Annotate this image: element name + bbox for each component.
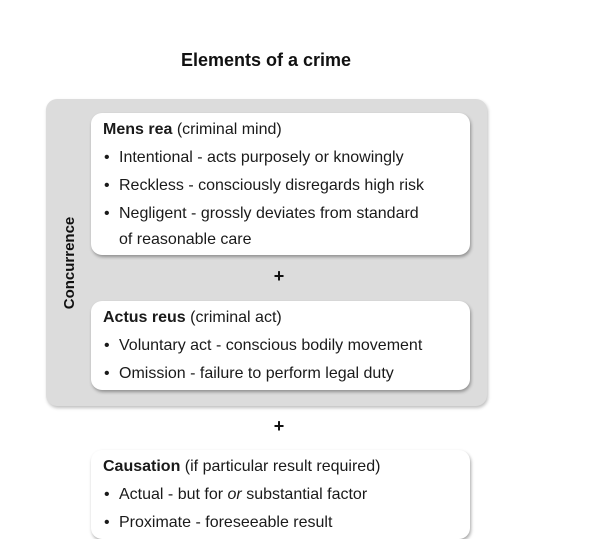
- actus-reus-heading: Actus reus: [103, 309, 186, 326]
- causation-title: [103, 457, 458, 477]
- causation-card: [91, 450, 470, 539]
- plus-sign: +: [273, 416, 285, 436]
- bullet-dot: •: [104, 486, 110, 503]
- bullet-dot: •: [104, 337, 110, 354]
- list-item-text: Reckless - consciously disregards high risk: [119, 177, 424, 194]
- actus-reus-title: [103, 308, 458, 328]
- mens-rea-item-negligent: [103, 204, 458, 250]
- actus-reus-list: [103, 336, 458, 384]
- causation-item-proximate: [103, 513, 458, 533]
- causation-list: [103, 485, 458, 533]
- list-item-text: Proximate - foreseeable result: [119, 514, 333, 531]
- bullet-dot: •: [104, 365, 110, 382]
- causation-heading: Causation: [103, 458, 181, 475]
- list-item-text: Negligent - grossly deviates from standard: [119, 205, 419, 222]
- actus-reus-card: [91, 301, 470, 390]
- mens-rea-list: [103, 148, 458, 250]
- causation-item-actual: [103, 485, 458, 505]
- list-item-text: Intentional - acts purposely or knowingly: [119, 149, 404, 166]
- mens-rea-item-intentional: [103, 148, 458, 168]
- mens-rea-card: [91, 113, 470, 255]
- actus-reus-item-voluntary: [103, 336, 458, 356]
- bullet-dot: •: [104, 514, 110, 531]
- list-item-text: Voluntary act - conscious bodily movement: [119, 337, 423, 354]
- plus-sign: +: [273, 266, 285, 286]
- mens-rea-heading: Mens rea: [103, 121, 173, 138]
- bullet-dot: •: [104, 149, 110, 166]
- list-item-continuation: of reasonable care: [119, 231, 252, 248]
- actus-reus-item-omission: [103, 364, 458, 384]
- bullet-dot: •: [104, 205, 110, 222]
- diagram-title: Elements of a crime: [180, 50, 352, 70]
- bullet-dot: •: [104, 177, 110, 194]
- mens-rea-item-reckless: [103, 176, 458, 196]
- actus-reus-subheading: (criminal act): [190, 309, 282, 326]
- list-item-connector: or: [227, 486, 242, 503]
- list-item-text: Actual - but for: [119, 486, 224, 503]
- list-item-text: Omission - failure to perform legal duty: [119, 365, 394, 382]
- mens-rea-title: [103, 120, 458, 140]
- mens-rea-subheading: (criminal mind): [176, 121, 282, 138]
- concurrence-label: Concurrence: [60, 216, 78, 310]
- causation-subheading: (if particular result required): [184, 458, 381, 475]
- list-item-text: substantial factor: [246, 486, 368, 503]
